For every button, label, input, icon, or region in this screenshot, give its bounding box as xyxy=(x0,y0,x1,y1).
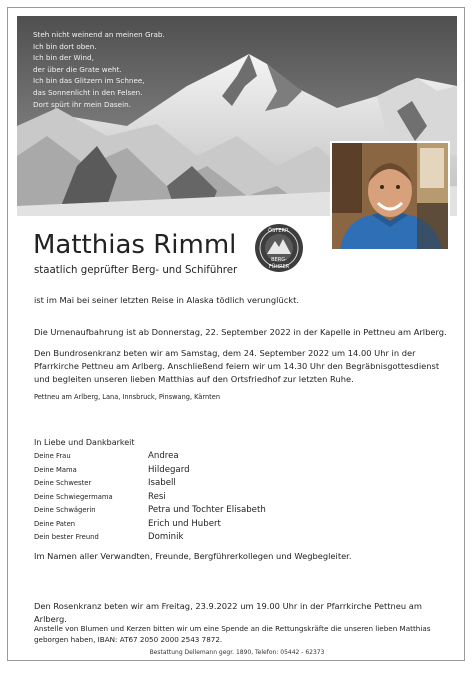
donation-line: geborgen haben, IBAN: AT67 2050 2000 2543 7872. xyxy=(34,635,223,644)
family-list xyxy=(34,451,434,546)
poem-line: Ich bin dort oben. xyxy=(33,41,97,51)
urn-viewing-notice: Die Urnenaufbahrung ist ab Donnerstag, 22. September 2022 in der Kapelle in Pettneu am Arlberg. xyxy=(34,327,447,337)
poem-line: das Sonnenlicht in den Felsen. xyxy=(33,87,143,97)
family-relation: Deine Schwägerin xyxy=(34,506,96,514)
rosary-notice: Den Rosenkranz beten wir am Freitag, 23.9.2022 um 19.00 Uhr in der Pfarrkirche Pettneu am Arlberg. xyxy=(34,601,422,624)
poem xyxy=(33,29,165,110)
family-relation: Deine Schwester xyxy=(34,479,92,487)
funeral-notice-line: Den Bundrosenkranz beten wir am Samstag, dem 24. September 2022 um 14.00 Uhr in der xyxy=(34,348,416,358)
family-row xyxy=(34,451,434,465)
family-relation: Dein bester Freund xyxy=(34,533,99,541)
family-names: Dominik xyxy=(148,532,184,542)
poem-line: der über die Grate weht. xyxy=(33,64,122,74)
family-relation: Deine Schwiegermama xyxy=(34,492,113,501)
death-notice: ist im Mai bei seiner letzten Reise in Alaska tödlich verunglückt. xyxy=(34,295,299,305)
family-row xyxy=(34,532,434,546)
profession: staatlich geprüfter Berg- und Schiführer xyxy=(34,265,238,276)
funeral-notice-line: und begleiten unseren lieben Matthias auf den Ortsfriedhof zur letzten Ruhe. xyxy=(34,374,354,384)
family-names: Resi xyxy=(148,491,166,502)
poem-line: Dort spürt ihr mein Dasein. xyxy=(33,99,131,109)
mourners-intro: In Liebe und Dankbarkeit xyxy=(34,438,135,447)
family-names: Erich und Hubert xyxy=(148,518,221,529)
family-row xyxy=(34,478,434,492)
badge-text-top: ÖSTERR. xyxy=(268,228,290,234)
closing-line: Im Namen aller Verwandten, Freunde, Bergführerkollegen und Wegbegleiter. xyxy=(34,551,352,561)
family-relation: Deine Paten xyxy=(34,519,76,528)
family-row xyxy=(34,505,434,519)
poem-line: Ich bin das Glitzern im Schnee, xyxy=(33,76,145,86)
family-row xyxy=(34,465,434,479)
family-row xyxy=(34,492,434,506)
family-row xyxy=(34,519,434,533)
badge-text-middle: BERG- xyxy=(271,257,287,263)
family-names: Andrea xyxy=(148,451,179,461)
mountain-guide-badge-logo xyxy=(254,223,304,273)
poem-line: Ich bin der Wind, xyxy=(33,53,94,63)
poem-line: Steh nicht weinend an meinen Grab. xyxy=(33,30,165,39)
places-list: Pettneu am Arlberg, Lana, Innsbruck, Pinswang, Kärnten xyxy=(34,393,220,401)
family-names: Isabell xyxy=(148,478,176,488)
portrait-photo xyxy=(330,141,450,251)
badge-text-bottom: FÜHRER xyxy=(268,264,290,270)
family-relation: Deine Frau xyxy=(34,452,71,460)
funeral-notice xyxy=(34,347,454,386)
family-names: Hildegard xyxy=(148,464,190,475)
funeral-notice-line: Pfarrkirche Pettneu am Arlberg. Anschließend feiern wir um 14.30 Uhr den Begräbnisgottesdienst xyxy=(34,361,440,371)
funeral-home-footer: Bestattung Dellemann gegr. 1890, Telefon: 05442 - 62373 xyxy=(149,649,325,656)
donation-line: Anstelle von Blumen und Kerzen bitten wir um eine Spende an die Rettungskräfte die unseren lieben Matthias xyxy=(34,624,431,633)
obituary-page xyxy=(7,7,465,661)
family-relation: Deine Mama xyxy=(34,465,77,474)
deceased-name: Matthias Rimml xyxy=(33,230,237,260)
donation-notice xyxy=(34,623,454,645)
family-names: Petra und Tochter Elisabeth xyxy=(148,505,266,515)
